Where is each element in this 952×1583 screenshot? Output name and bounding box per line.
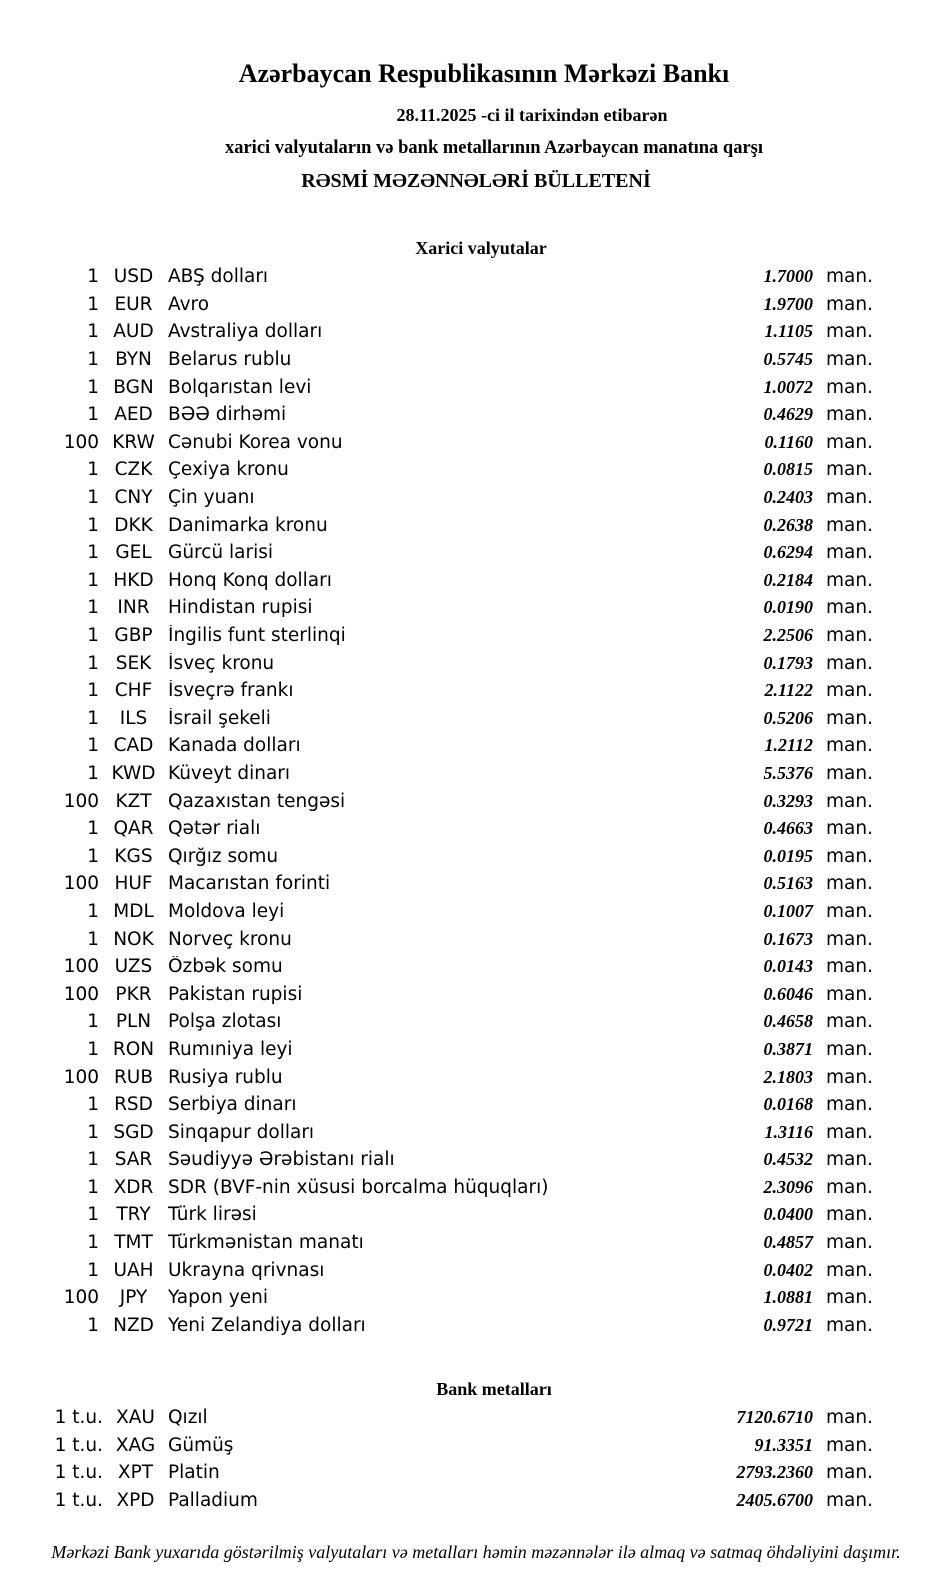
- currency-name: SDR (BVF-nin xüsusi borcalma hüquqları): [168, 1176, 549, 1198]
- currency-name: Yeni Zelandiya dolları: [168, 1314, 366, 1336]
- unit-label: man.: [826, 1489, 873, 1511]
- rate-value: 1.7000: [763, 266, 813, 287]
- rate-row: [0, 925, 952, 953]
- currency-name: Kanada dolları: [168, 735, 301, 757]
- unit-label: man.: [826, 1176, 873, 1198]
- currency-code: CZK: [114, 459, 153, 481]
- rate-row: [0, 732, 952, 760]
- quantity-value: 1: [87, 818, 99, 840]
- rate-value: 0.6294: [763, 542, 813, 563]
- unit-label: man.: [826, 956, 873, 978]
- bulletin-title: RƏSMİ MƏZƏNNƏLƏRİ BÜLLETENİ: [301, 170, 651, 192]
- currencies-table: [0, 263, 952, 1339]
- quantity-value: 100: [63, 1287, 99, 1309]
- currency-name: Cənubi Korea vonu: [168, 431, 343, 453]
- rate-value: 0.0400: [763, 1204, 813, 1225]
- currency-code: KZT: [115, 790, 152, 812]
- unit-label: man.: [826, 790, 873, 812]
- currency-name: ABŞ dolları: [168, 266, 269, 288]
- rate-value: 0.5206: [763, 707, 813, 728]
- rate-value: 1.3116: [764, 1121, 813, 1142]
- unit-label: man.: [826, 514, 873, 536]
- rate-row: [0, 567, 952, 595]
- rate-value: 2.3096: [763, 1176, 813, 1197]
- currency-name: Moldova leyi: [168, 900, 285, 922]
- rate-row: [0, 594, 952, 622]
- currency-code: BYN: [115, 349, 152, 371]
- quantity-value: 1: [87, 1094, 99, 1116]
- currency-code: XDR: [113, 1176, 154, 1198]
- rate-value: 1.0072: [763, 376, 813, 397]
- quantity-value: 1: [87, 569, 99, 591]
- rate-value: 0.4532: [763, 1149, 813, 1170]
- currency-code: NZD: [113, 1314, 154, 1336]
- quantity-value: 1: [87, 680, 99, 702]
- rate-row: [0, 842, 952, 870]
- unit-label: man.: [826, 1011, 873, 1033]
- rate-value: 0.0815: [763, 459, 813, 480]
- currency-name: Qazaxıstan tengəsi: [168, 790, 346, 812]
- metals-section-heading: Bank metalları: [436, 1379, 552, 1399]
- quantity-value: 100: [63, 1066, 99, 1088]
- currency-name: Palladium: [168, 1489, 258, 1511]
- currency-code: TRY: [116, 1204, 151, 1226]
- rate-row: [0, 1432, 952, 1460]
- rate-row: [0, 456, 952, 484]
- unit-label: man.: [826, 983, 873, 1005]
- unit-label: man.: [826, 1407, 873, 1429]
- rate-row: [0, 622, 952, 650]
- currency-name: Türkmənistan manatı: [168, 1232, 364, 1254]
- currency-code: MDL: [113, 900, 154, 922]
- unit-label: man.: [826, 1038, 873, 1060]
- unit-label: man.: [826, 459, 873, 481]
- currency-name: Ukrayna qrivnası: [168, 1259, 325, 1281]
- unit-label: man.: [826, 487, 873, 509]
- unit-label: man.: [826, 597, 873, 619]
- rate-row: [0, 870, 952, 898]
- quantity-value: 1: [87, 1259, 99, 1281]
- rate-row: [0, 1063, 952, 1091]
- currency-code: HKD: [113, 569, 154, 591]
- currency-name: Qətər rialı: [168, 818, 261, 840]
- rate-row: [0, 1487, 952, 1515]
- currency-name: Bolqarıstan levi: [168, 376, 312, 398]
- rate-row: [0, 787, 952, 815]
- rate-value: 0.1793: [763, 652, 813, 673]
- bulletin-subtitle: xarici valyutaların və bank metallarının Azərbaycan manatına qarşı: [224, 138, 764, 158]
- rate-row: [0, 705, 952, 733]
- unit-label: man.: [826, 1121, 873, 1143]
- quantity-value: 1 t.u.: [54, 1489, 103, 1511]
- currency-code: KRW: [112, 431, 155, 453]
- currency-code: TMT: [114, 1232, 153, 1254]
- rate-row: [0, 1201, 952, 1229]
- rate-row: [0, 980, 952, 1008]
- rate-row: [0, 263, 952, 291]
- currency-code: CAD: [113, 735, 154, 757]
- rate-row: [0, 677, 952, 705]
- currency-name: Polşa zlotası: [168, 1011, 282, 1033]
- currency-name: Macarıstan forinti: [168, 873, 331, 895]
- currency-code: CHF: [114, 680, 153, 702]
- currency-code: PKR: [115, 983, 152, 1005]
- currency-code: DKK: [114, 514, 153, 536]
- currency-code: UZS: [114, 956, 153, 978]
- currency-name: Özbək somu: [168, 956, 283, 978]
- rate-value: 0.0143: [763, 956, 813, 977]
- currency-code: RUB: [113, 1066, 154, 1088]
- rate-value: 2793.2360: [736, 1462, 813, 1483]
- currency-name: İsveç kronu: [168, 652, 275, 674]
- currency-code: SGD: [113, 1121, 154, 1143]
- rate-row: [0, 1284, 952, 1312]
- unit-label: man.: [826, 266, 873, 288]
- rate-value: 91.3351: [754, 1434, 813, 1455]
- currency-code: RSD: [114, 1094, 153, 1116]
- quantity-value: 1: [87, 404, 99, 426]
- currency-name: Norveç kronu: [168, 928, 292, 950]
- rate-value: 5.5376: [763, 762, 813, 783]
- quantity-value: 100: [63, 790, 99, 812]
- currency-name: Gümüş: [168, 1434, 234, 1456]
- quantity-value: 1: [87, 542, 99, 564]
- rate-row: [0, 1146, 952, 1174]
- currency-code: KGS: [114, 845, 153, 867]
- unit-label: man.: [826, 1204, 873, 1226]
- currency-code: UAH: [113, 1259, 154, 1281]
- quantity-value: 1 t.u.: [54, 1407, 103, 1429]
- currency-code: SAR: [114, 1149, 153, 1171]
- rate-row: [0, 539, 952, 567]
- currency-name: Türk lirəsi: [168, 1204, 257, 1226]
- currency-code: XPT: [117, 1462, 154, 1484]
- unit-label: man.: [826, 928, 873, 950]
- currency-code: USD: [113, 266, 154, 288]
- rate-value: 2405.6700: [736, 1489, 813, 1510]
- rate-row: [0, 1118, 952, 1146]
- rate-row: [0, 346, 952, 374]
- quantity-value: 1: [87, 707, 99, 729]
- rate-value: 0.5163: [763, 873, 813, 894]
- unit-label: man.: [826, 1314, 873, 1336]
- currency-name: Danimarka kronu: [168, 514, 328, 536]
- quantity-value: 1: [87, 1204, 99, 1226]
- currency-name: Çexiya kronu: [168, 459, 289, 481]
- rate-value: 0.4857: [763, 1232, 813, 1253]
- unit-label: man.: [826, 735, 873, 757]
- currency-code: GBP: [114, 625, 153, 647]
- rate-value: 0.4663: [763, 818, 813, 839]
- rate-row: [0, 649, 952, 677]
- rate-row: [0, 898, 952, 926]
- quantity-value: 100: [63, 956, 99, 978]
- metals-table: [0, 1404, 952, 1514]
- quantity-value: 1: [87, 1011, 99, 1033]
- rate-value: 0.0195: [763, 845, 813, 866]
- currency-name: Qırğız somu: [168, 845, 279, 867]
- currency-name: Avstraliya dolları: [168, 321, 323, 343]
- rate-row: [0, 511, 952, 539]
- unit-label: man.: [826, 652, 873, 674]
- rate-value: 0.1673: [763, 928, 813, 949]
- bank-title: Azərbaycan Respublikasının Mərkəzi Bankı: [238, 59, 730, 88]
- unit-label: man.: [826, 569, 873, 591]
- currency-code: NOK: [113, 928, 154, 950]
- rate-value: 0.1160: [764, 431, 813, 452]
- currency-name: Yapon yeni: [168, 1287, 268, 1309]
- rate-value: 2.1803: [763, 1066, 813, 1087]
- unit-label: man.: [826, 293, 873, 315]
- rate-value: 0.1007: [763, 900, 813, 921]
- unit-label: man.: [826, 542, 873, 564]
- quantity-value: 1: [87, 735, 99, 757]
- rate-value: 1.1105: [764, 321, 813, 342]
- quantity-value: 100: [63, 983, 99, 1005]
- rate-value: 7120.6710: [736, 1407, 813, 1428]
- rate-value: 0.0190: [763, 597, 813, 618]
- currency-name: Qızıl: [168, 1407, 208, 1429]
- quantity-value: 1: [87, 1121, 99, 1143]
- currency-code: QAR: [113, 818, 154, 840]
- rate-row: [0, 1091, 952, 1119]
- currency-name: İsrail şekeli: [168, 707, 271, 729]
- rate-row: [0, 373, 952, 401]
- currency-code: PLN: [115, 1011, 152, 1033]
- currency-code: CNY: [114, 487, 153, 509]
- rate-value: 1.2112: [764, 735, 813, 756]
- currency-name: Platin: [168, 1462, 220, 1484]
- quantity-value: 1 t.u.: [54, 1434, 103, 1456]
- currency-name: Belarus rublu: [168, 349, 292, 371]
- quantity-value: 1: [87, 597, 99, 619]
- unit-label: man.: [826, 845, 873, 867]
- currency-name: Pakistan rupisi: [168, 983, 303, 1005]
- currency-code: JPY: [119, 1287, 148, 1309]
- unit-label: man.: [826, 625, 873, 647]
- rate-value: 0.5745: [763, 349, 813, 370]
- quantity-value: 1: [87, 293, 99, 315]
- currency-name: Sinqapur dolları: [168, 1121, 315, 1143]
- rate-row: [0, 484, 952, 512]
- unit-label: man.: [826, 1066, 873, 1088]
- quantity-value: 1: [87, 1149, 99, 1171]
- currency-code: XAG: [115, 1434, 156, 1456]
- currency-code: EUR: [114, 293, 153, 315]
- unit-label: man.: [826, 900, 873, 922]
- currency-name: BƏƏ dirhəmi: [168, 404, 287, 426]
- rate-value: 0.6046: [763, 983, 813, 1004]
- unit-label: man.: [826, 1149, 873, 1171]
- rate-row: [0, 815, 952, 843]
- rate-value: 0.2638: [763, 514, 813, 535]
- currency-name: Gürcü larisi: [168, 542, 274, 564]
- rate-value: 0.2184: [763, 569, 813, 590]
- quantity-value: 1: [87, 845, 99, 867]
- rate-value: 1.9700: [763, 293, 813, 314]
- unit-label: man.: [826, 1462, 873, 1484]
- quantity-value: 1: [87, 1232, 99, 1254]
- rate-row: [0, 291, 952, 319]
- currency-name: Rumıniya leyi: [168, 1038, 293, 1060]
- rate-row: [0, 1312, 952, 1340]
- quantity-value: 100: [63, 431, 99, 453]
- unit-label: man.: [826, 404, 873, 426]
- quantity-value: 1: [87, 900, 99, 922]
- quantity-value: 1: [87, 321, 99, 343]
- rate-row: [0, 429, 952, 457]
- unit-label: man.: [826, 762, 873, 784]
- quantity-value: 1: [87, 266, 99, 288]
- rate-value: 0.3293: [763, 790, 813, 811]
- unit-label: man.: [826, 680, 873, 702]
- currency-name: Çin yuanı: [168, 487, 255, 509]
- rate-value: 0.0168: [763, 1094, 813, 1115]
- rate-row: [0, 401, 952, 429]
- rate-value: 0.4658: [763, 1011, 813, 1032]
- rate-value: 0.4629: [763, 404, 813, 425]
- rate-row: [0, 760, 952, 788]
- currency-code: HUF: [114, 873, 153, 895]
- currency-name: Honq Konq dolları: [168, 569, 332, 591]
- quantity-value: 100: [63, 873, 99, 895]
- rate-value: 0.2403: [763, 487, 813, 508]
- currency-code: KWD: [111, 762, 156, 784]
- unit-label: man.: [826, 1434, 873, 1456]
- unit-label: man.: [826, 1094, 873, 1116]
- rate-value: 2.2506: [763, 625, 813, 646]
- currency-code: RON: [112, 1038, 155, 1060]
- quantity-value: 1: [87, 349, 99, 371]
- rate-value: 1.0881: [763, 1287, 813, 1308]
- currency-name: Küveyt dinarı: [168, 762, 291, 784]
- unit-label: man.: [826, 376, 873, 398]
- unit-label: man.: [826, 321, 873, 343]
- rate-row: [0, 1459, 952, 1487]
- currency-name: Rusiya rublu: [168, 1066, 283, 1088]
- currency-name: İngilis funt sterlinqi: [168, 625, 346, 647]
- quantity-value: 1 t.u.: [54, 1462, 103, 1484]
- quantity-value: 1: [87, 376, 99, 398]
- quantity-value: 1: [87, 514, 99, 536]
- quantity-value: 1: [87, 928, 99, 950]
- rate-row: [0, 1404, 952, 1432]
- currency-code: ILS: [119, 707, 148, 729]
- effective-date-line: 28.11.2025 -ci il tarixindən etibarən: [396, 105, 668, 125]
- rate-value: 0.3871: [763, 1038, 813, 1059]
- currency-name: İsveçrə frankı: [168, 680, 294, 702]
- rate-value: 0.0402: [763, 1259, 813, 1280]
- quantity-value: 1: [87, 625, 99, 647]
- currency-code: XAU: [116, 1407, 155, 1429]
- currency-name: Səudiyyə Ərəbistanı rialı: [168, 1149, 395, 1171]
- unit-label: man.: [826, 1232, 873, 1254]
- currency-name: Hindistan rupisi: [168, 597, 313, 619]
- rate-row: [0, 953, 952, 981]
- quantity-value: 1: [87, 1176, 99, 1198]
- rate-value: 0.9721: [763, 1314, 813, 1335]
- currency-code: AED: [114, 404, 153, 426]
- currency-name: Serbiya dinarı: [168, 1094, 297, 1116]
- unit-label: man.: [826, 349, 873, 371]
- unit-label: man.: [826, 431, 873, 453]
- currency-code: INR: [117, 597, 150, 619]
- rate-row: [0, 1008, 952, 1036]
- currency-code: XPD: [116, 1489, 155, 1511]
- quantity-value: 1: [87, 652, 99, 674]
- rate-row: [0, 1229, 952, 1257]
- quantity-value: 1: [87, 487, 99, 509]
- disclaimer-note: Mərkəzi Bank yuxarıda göstərilmiş valyutaları və metalları həmin məzənnələr ilə almaq və satmaq öhdəliyini daşımır.: [51, 1542, 901, 1562]
- quantity-value: 1: [87, 762, 99, 784]
- rate-row: [0, 318, 952, 346]
- quantity-value: 1: [87, 459, 99, 481]
- currencies-section-heading: Xarici valyutalar: [415, 238, 547, 258]
- unit-label: man.: [826, 707, 873, 729]
- unit-label: man.: [826, 1259, 873, 1281]
- currency-code: BGN: [113, 376, 154, 398]
- currency-name: Avro: [168, 293, 210, 315]
- rate-row: [0, 1256, 952, 1284]
- rate-row: [0, 1036, 952, 1064]
- quantity-value: 1: [87, 1314, 99, 1336]
- quantity-value: 1: [87, 1038, 99, 1060]
- unit-label: man.: [826, 1287, 873, 1309]
- unit-label: man.: [826, 873, 873, 895]
- currency-code: AUD: [113, 321, 154, 343]
- currency-code: SEK: [115, 652, 152, 674]
- currency-code: GEL: [115, 542, 152, 564]
- rate-value: 2.1122: [764, 680, 813, 701]
- rate-row: [0, 1174, 952, 1202]
- unit-label: man.: [826, 818, 873, 840]
